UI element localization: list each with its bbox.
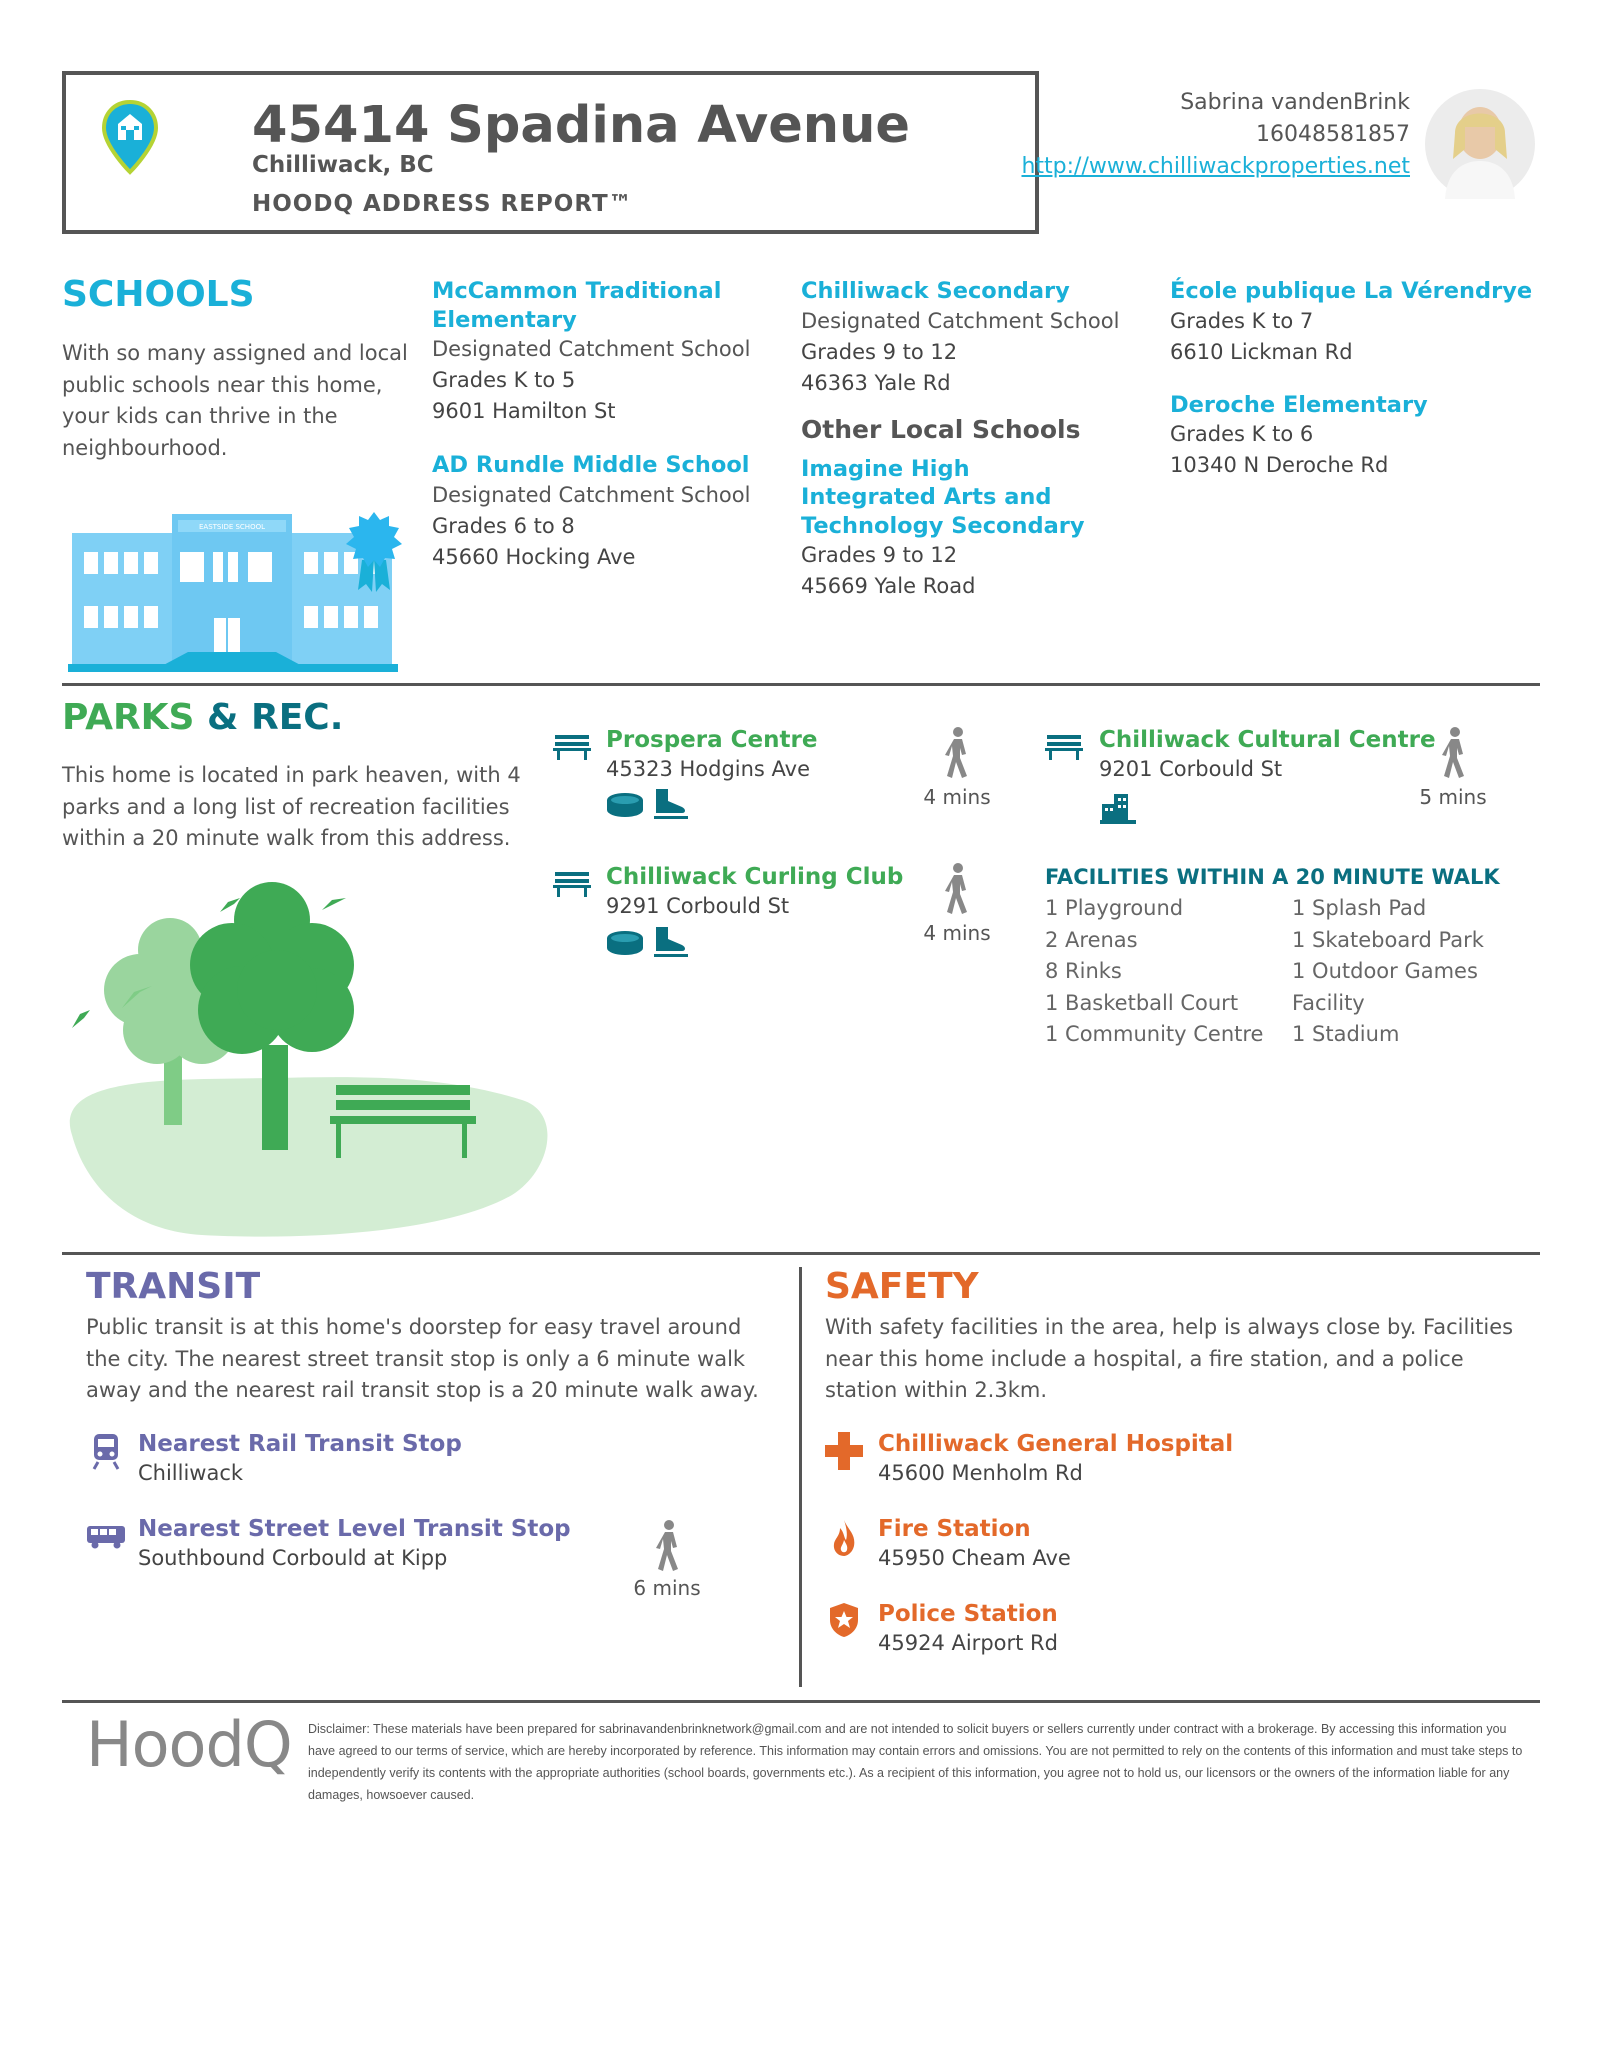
safety-section-title: SAFETY <box>825 1266 979 1307</box>
disclaimer-text: Disclaimer: These materials have been prepared for sabrinavandenbrinknetwork@gmail.com and are not intended to solicit buyers or sellers currently under contract with a brokerage. By accessing this information you have agreed to our terms of service, which are hereby incorporated by reference. This information may contain errors and omissions. You are not permitted to rely on the contents of this information and must take steps to independently verify its contents with the appropriate authorities (school boards, governments etc.). As a recipient of this information, you agree not to hold us, our licensors or the owners of the information liable for any damages, howsoever caused. <box>308 1722 1523 1802</box>
safety-place-name: Police Station <box>878 1601 1058 1627</box>
hoodq-logo: HoodQ <box>86 1708 292 1781</box>
bench-icon <box>553 733 591 761</box>
walk-time: 4 mins <box>923 921 991 945</box>
school-col-1 <box>432 277 762 573</box>
school-grades: Grades 9 to 12 <box>801 339 958 364</box>
parks-section-title <box>62 697 343 738</box>
flame-icon <box>830 1518 858 1558</box>
park-illustration <box>62 880 562 1245</box>
school-address: 46363 Yale Rd <box>801 370 951 395</box>
transit-intro: Public transit is at this home's doorstep for easy travel around the city. The nearest street transit stop is only a 6 minute walk away and the nearest rail transit stop is a 20 minute walk away. <box>86 1315 759 1402</box>
school-name: McCammon Traditional Elementary <box>432 278 722 333</box>
bench-icon <box>1045 733 1083 761</box>
arena-icon <box>606 792 644 818</box>
facility-item: 1 Basketball Court <box>1045 990 1239 1015</box>
agent-avatar <box>1425 89 1535 199</box>
walk-time: 6 mins <box>633 1576 701 1600</box>
facility-item: 1 Community Centre <box>1045 1022 1264 1046</box>
facility-item: 2 Arenas <box>1045 927 1138 952</box>
facility-item: 1 Skateboard Park <box>1292 927 1484 952</box>
school-name: École publique La Vérendrye <box>1170 278 1533 304</box>
school-address: 6610 Lickman Rd <box>1170 339 1353 364</box>
safety-place-address: 45924 Airport Rd <box>878 1631 1058 1655</box>
rail-stop-value: Chilliwack <box>138 1461 244 1485</box>
school-address: 10340 N Deroche Rd <box>1170 453 1389 477</box>
facility-item: Facility <box>1292 990 1365 1015</box>
school-name: Deroche Elementary <box>1170 391 1428 418</box>
parks-title-word: PARKS <box>62 697 195 738</box>
walk-time: 5 mins <box>1419 785 1487 809</box>
schools-section-title: SCHOOLS <box>62 274 255 315</box>
school-name: Chilliwack Secondary <box>801 278 1070 304</box>
school-building-illustration <box>68 500 408 675</box>
safety-place-name: Chilliwack General Hospital <box>878 1431 1234 1457</box>
facilities-heading: FACILITIES WITHIN A 20 MINUTE WALK <box>1045 865 1500 889</box>
safety-place-address: 45600 Menholm Rd <box>878 1461 1083 1485</box>
rail-stop-label: Nearest Rail Transit Stop <box>138 1431 462 1457</box>
street-stop-value: Southbound Corbould at Kipp <box>138 1546 448 1570</box>
schools-intro: With so many assigned and local public schools near this home, your kids can thrive in the neighbourhood. <box>62 341 408 460</box>
section-divider <box>62 1252 1540 1255</box>
report-label: HOODQ ADDRESS REPORT™ <box>252 191 633 217</box>
bus-icon <box>86 1525 126 1549</box>
school-grades: Grades 9 to 12 <box>801 543 958 567</box>
agent-website-link[interactable]: http://www.chilliwackproperties.net <box>1021 154 1410 179</box>
walking-person-icon <box>1437 726 1473 780</box>
building-icon <box>1100 792 1136 824</box>
walk-time: 4 mins <box>923 785 991 809</box>
safety-place-address: 45950 Cheam Ave <box>878 1546 1071 1570</box>
walking-person-icon <box>651 1519 687 1573</box>
school-grades: Grades K to 6 <box>1170 422 1314 446</box>
page-title: 45414 Spadina Avenue <box>252 96 910 155</box>
transit-section-title: TRANSIT <box>86 1266 261 1307</box>
skate-icon <box>652 925 690 959</box>
park-place-address: 9201 Corbould St <box>1099 757 1283 781</box>
facility-item: 1 Playground <box>1045 896 1184 920</box>
facilities-list-2 <box>1292 893 1532 1051</box>
park-place-address: 45323 Hodgins Ave <box>606 757 811 781</box>
other-schools-heading: Other Local Schools <box>801 414 1081 444</box>
park-place-name: Chilliwack Curling Club <box>606 864 904 890</box>
school-col-3 <box>1170 277 1570 481</box>
school-address: 9601 Hamilton St <box>432 399 616 423</box>
column-divider <box>799 1267 802 1687</box>
parks-intro: This home is located in park heaven, with 4 parks and a long list of recreation facilities within a 20 minute walk from this address. <box>62 763 521 850</box>
school-type: Designated Catchment School <box>432 482 751 507</box>
police-badge-icon <box>829 1602 859 1638</box>
school-name: AD Rundle Middle School <box>432 452 750 478</box>
city-label: Chilliwack, BC <box>252 152 434 178</box>
walking-person-icon <box>940 726 976 780</box>
train-icon <box>92 1432 120 1470</box>
facility-item: 1 Outdoor Games <box>1292 959 1478 983</box>
school-name: Imagine High Integrated Arts and Technology Secondary <box>801 455 1085 539</box>
facilities-list-1 <box>1045 893 1285 1051</box>
agent-name: Sabrina vandenBrink <box>1180 90 1410 115</box>
school-grades: Grades K to 7 <box>1170 308 1314 333</box>
rec-title-word: & REC. <box>207 697 344 738</box>
school-type: Designated Catchment School <box>801 308 1120 333</box>
school-col-2 <box>801 277 1141 602</box>
facility-item: 8 Rinks <box>1045 959 1122 983</box>
facility-item: 1 Stadium <box>1292 1022 1400 1046</box>
section-divider <box>62 1700 1540 1703</box>
bench-icon <box>553 870 591 898</box>
school-sign-text: EASTSIDE SCHOOL <box>199 523 265 531</box>
safety-intro: With safety facilities in the area, help is always close by. Facilities near this home include a hospital, a fire station, and a police station within 2.3km. <box>825 1315 1514 1402</box>
park-place-name: Prospera Centre <box>606 727 818 753</box>
street-stop-label: Nearest Street Level Transit Stop <box>138 1516 571 1542</box>
safety-place-name: Fire Station <box>878 1516 1031 1542</box>
school-address: 45669 Yale Road <box>801 574 976 598</box>
hospital-cross-icon <box>825 1432 863 1470</box>
school-grades: Grades 6 to 8 <box>432 513 575 538</box>
park-place-name: Chilliwack Cultural Centre <box>1099 727 1436 753</box>
arena-icon <box>606 930 644 956</box>
facility-item: 1 Splash Pad <box>1292 896 1427 920</box>
walking-person-icon <box>940 862 976 916</box>
skate-icon <box>652 787 690 821</box>
school-type: Designated Catchment School <box>432 337 751 361</box>
school-address: 45660 Hocking Ave <box>432 544 636 569</box>
school-grades: Grades K to 5 <box>432 368 576 392</box>
agent-phone: 16048581857 <box>1256 122 1410 147</box>
section-divider <box>62 683 1540 686</box>
house-pin-icon <box>100 98 160 178</box>
park-place-address: 9291 Corbould St <box>606 894 790 918</box>
